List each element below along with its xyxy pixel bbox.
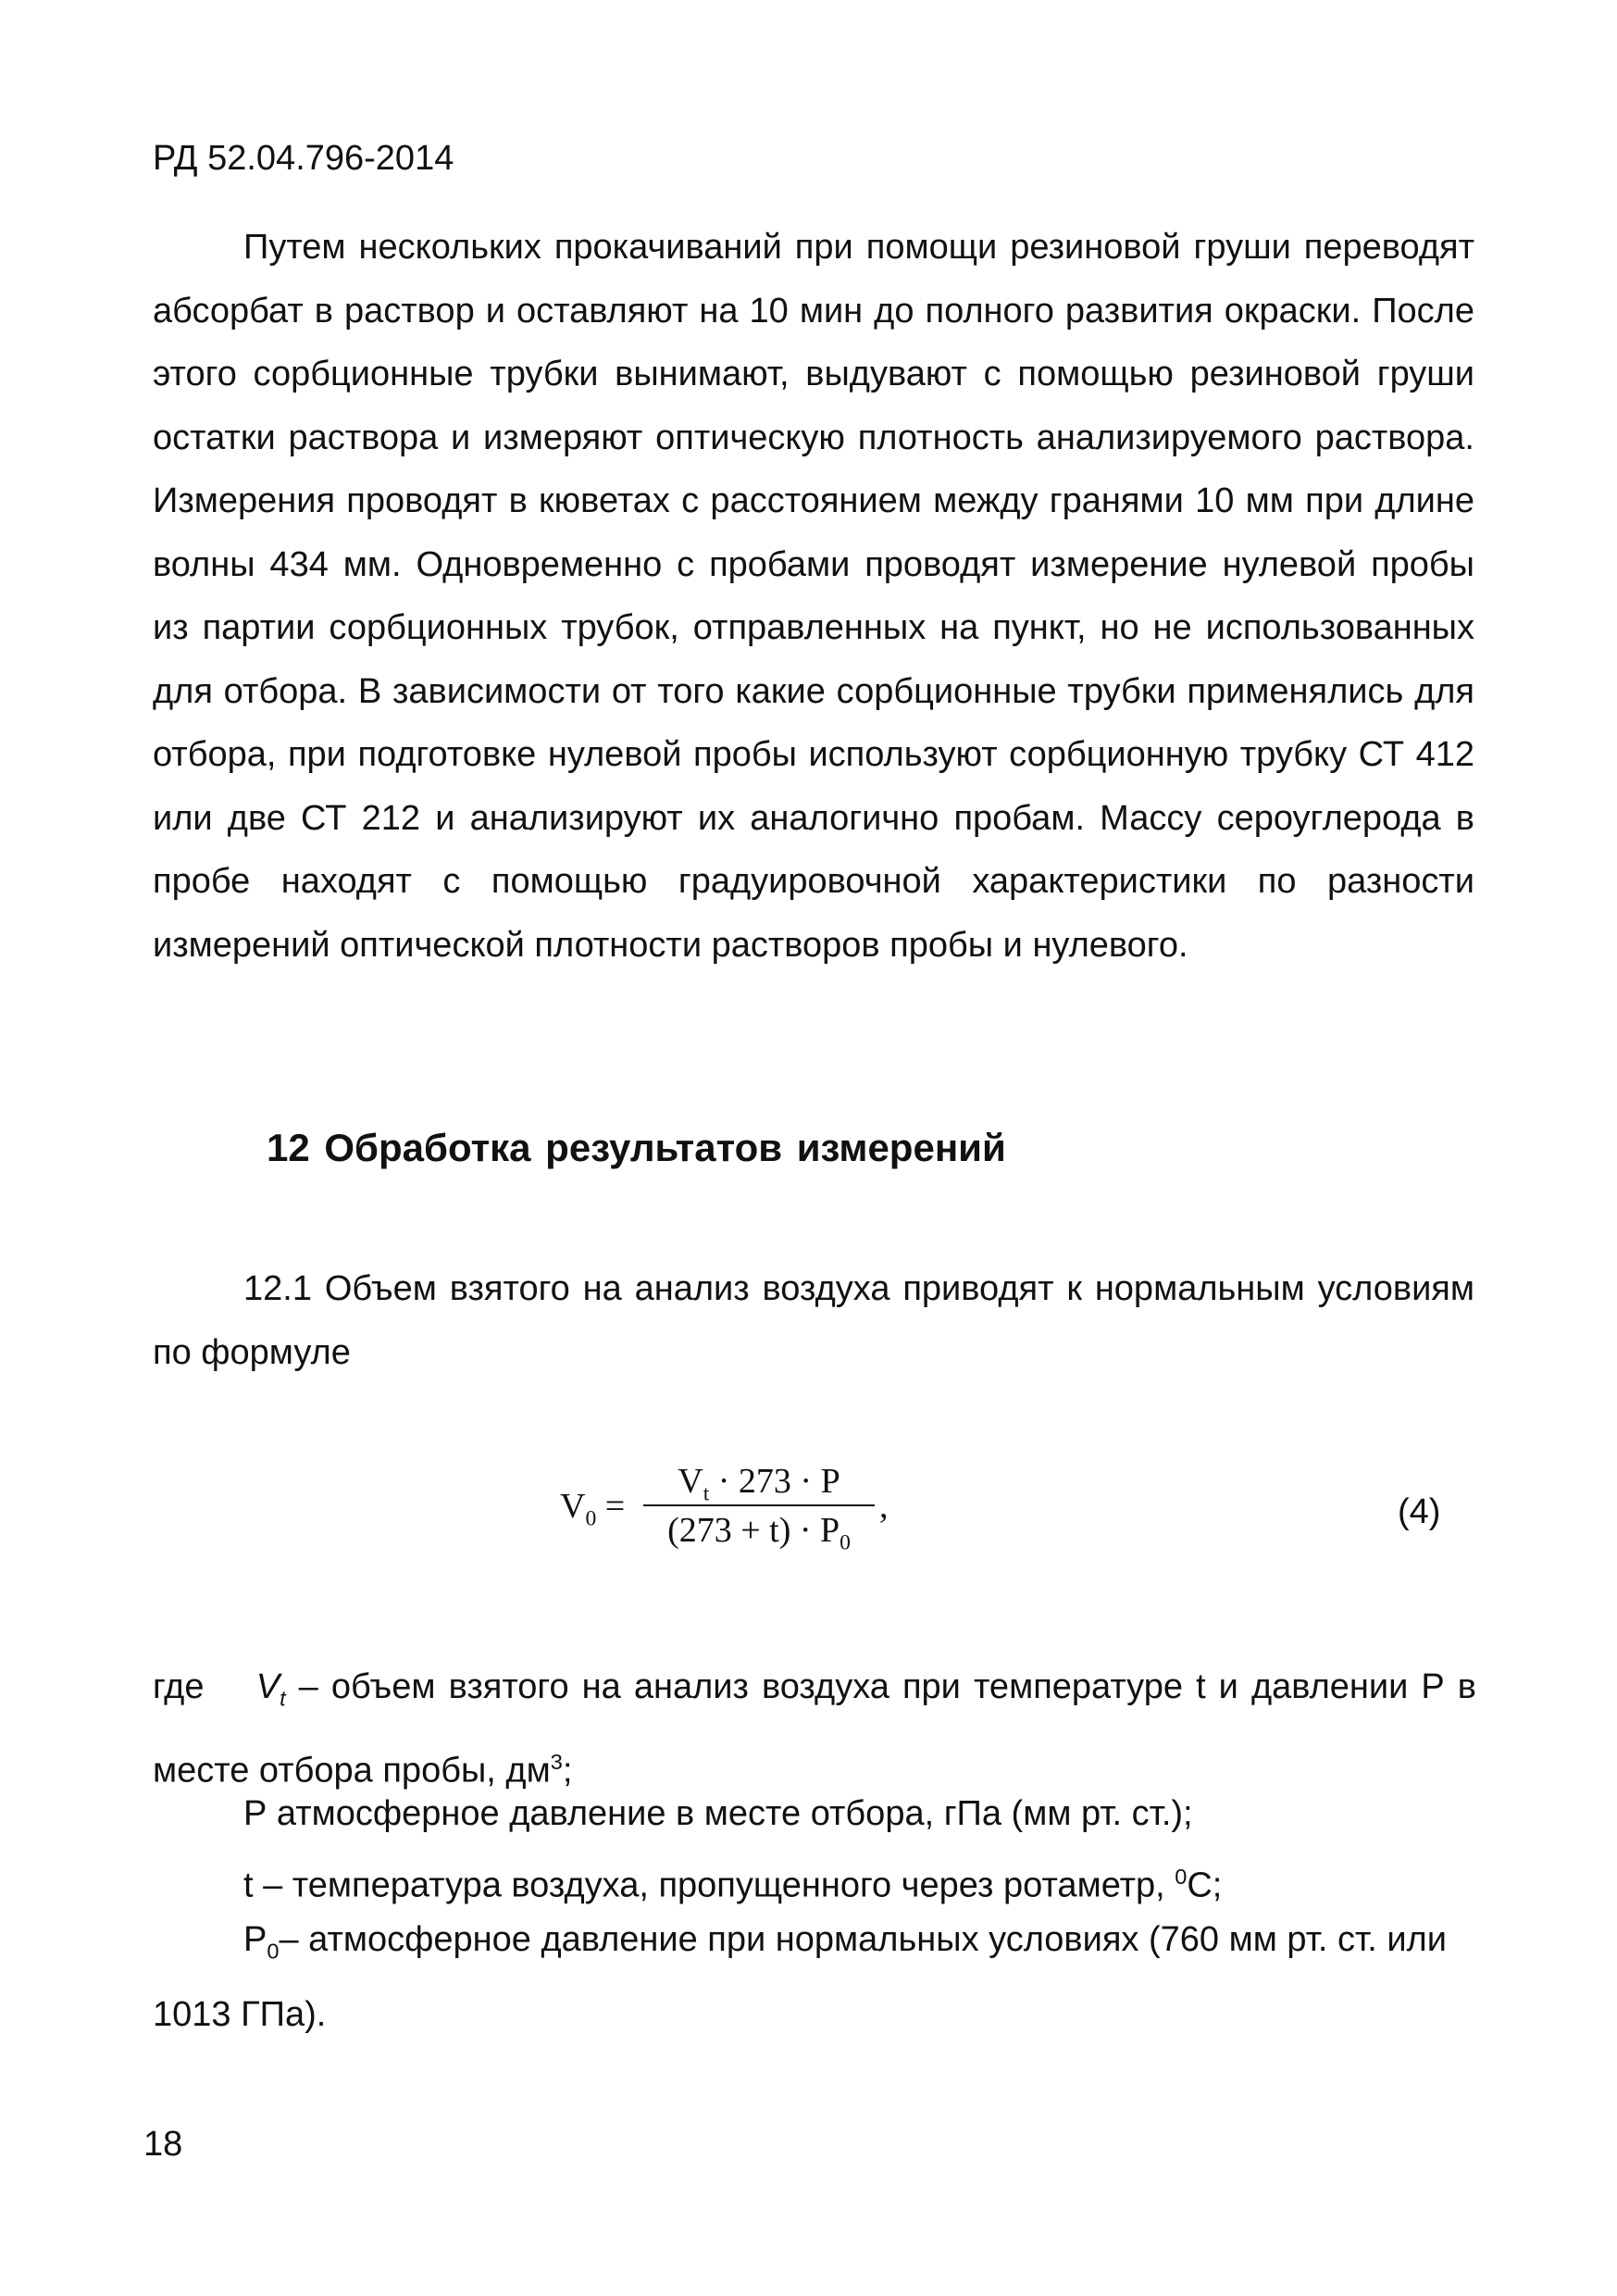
- equation-number: (4): [1398, 1492, 1441, 1531]
- formula-numerator: [643, 1458, 875, 1506]
- denominator-subscript: 0: [840, 1530, 851, 1555]
- numerator-subscript: t: [703, 1481, 710, 1506]
- document-code: РД 52.04.796-2014: [153, 139, 454, 178]
- definition-p0: [153, 1908, 1476, 2047]
- definition-t: t – температура воздуха, пропущенного через ротаметр, $^0$С;: [243, 1865, 1223, 1905]
- formula-comma: ,: [879, 1487, 889, 1526]
- degree-superscript: 0: [1175, 1865, 1188, 1889]
- paragraph-procedure: Путем нескольких прокачиваний при помощи резиновой груши переводят абсорбат в раствор и оставляют на 10 мин до полного развития окраски. После этого сорбционные трубки вынимают, выдувают с помощью резиновой груши остатки раствора и измеряют оптическую плотность анализируемого раствора. Измерения проводят в кюветах с расстоянием между гранями 10 мм при длине волны 434 мм. Одновременно с пробами проводят измерение нулевой пробы из партии сорбционных трубок, отправленных на пункт, но не использованных для отбора. В зависимости от того какие сорбционные трубки применялись для отбора, при подготовке нулевой пробы используют сорбционную трубку СТ 412 или две СТ 212 и анализируют их аналогично пробам. Массу сероуглерода в пробе находят с помощью градуировочной характеристики по разности измерений оптической плотности растворов пробы и нулевого.: [153, 228, 1474, 965]
- equals-sign: =: [604, 1487, 626, 1526]
- unit-superscript: 3: [550, 1750, 563, 1775]
- formula-lhs: [560, 1486, 625, 1532]
- where-word: где: [153, 1667, 205, 1706]
- vt-subscript: t: [280, 1686, 286, 1711]
- vt-variable: V: [255, 1667, 280, 1706]
- lhs-subscript: 0: [585, 1506, 597, 1531]
- formula-fraction: [643, 1458, 875, 1554]
- lhs-variable: V: [560, 1487, 586, 1526]
- formula-denominator: [643, 1506, 875, 1554]
- definition-vt: где $V_t$ – объем взятого на анализ воздуха при температуре t и давлении Р в месте отбора пробы, $дм^3$;: [153, 1667, 1476, 1791]
- numerator-variable: V: [678, 1462, 703, 1501]
- p0-subscript: 0: [267, 1939, 280, 1964]
- p0-variable: Р: [243, 1920, 267, 1959]
- vt-description: – объем взятого на анализ воздуха при температуре t и давлении Р в месте отбора пробы, дм: [153, 1667, 1476, 1791]
- t-description: t – температура воздуха, пропущенного через ротаметр,: [243, 1866, 1175, 1905]
- definition-p: Р атмосферное давление в месте отбора, гПа (мм рт. ст.);: [243, 1794, 1193, 1833]
- paragraph-formula-intro: 12.1 Объем взятого на анализ воздуха приводят к нормальным условиям по формуле: [153, 1269, 1474, 1372]
- section-heading: 12 Обработка результатов измерений: [267, 1126, 1006, 1169]
- p0-description: – атмосферное давление при нормальных условиях (760 мм рт. ст. или 1013 ГПа).: [153, 1920, 1447, 2035]
- page-number: 18: [143, 2125, 183, 2164]
- denominator-text: (273 + t) · P: [667, 1511, 840, 1550]
- numerator-rest: · 273 · P: [709, 1462, 840, 1501]
